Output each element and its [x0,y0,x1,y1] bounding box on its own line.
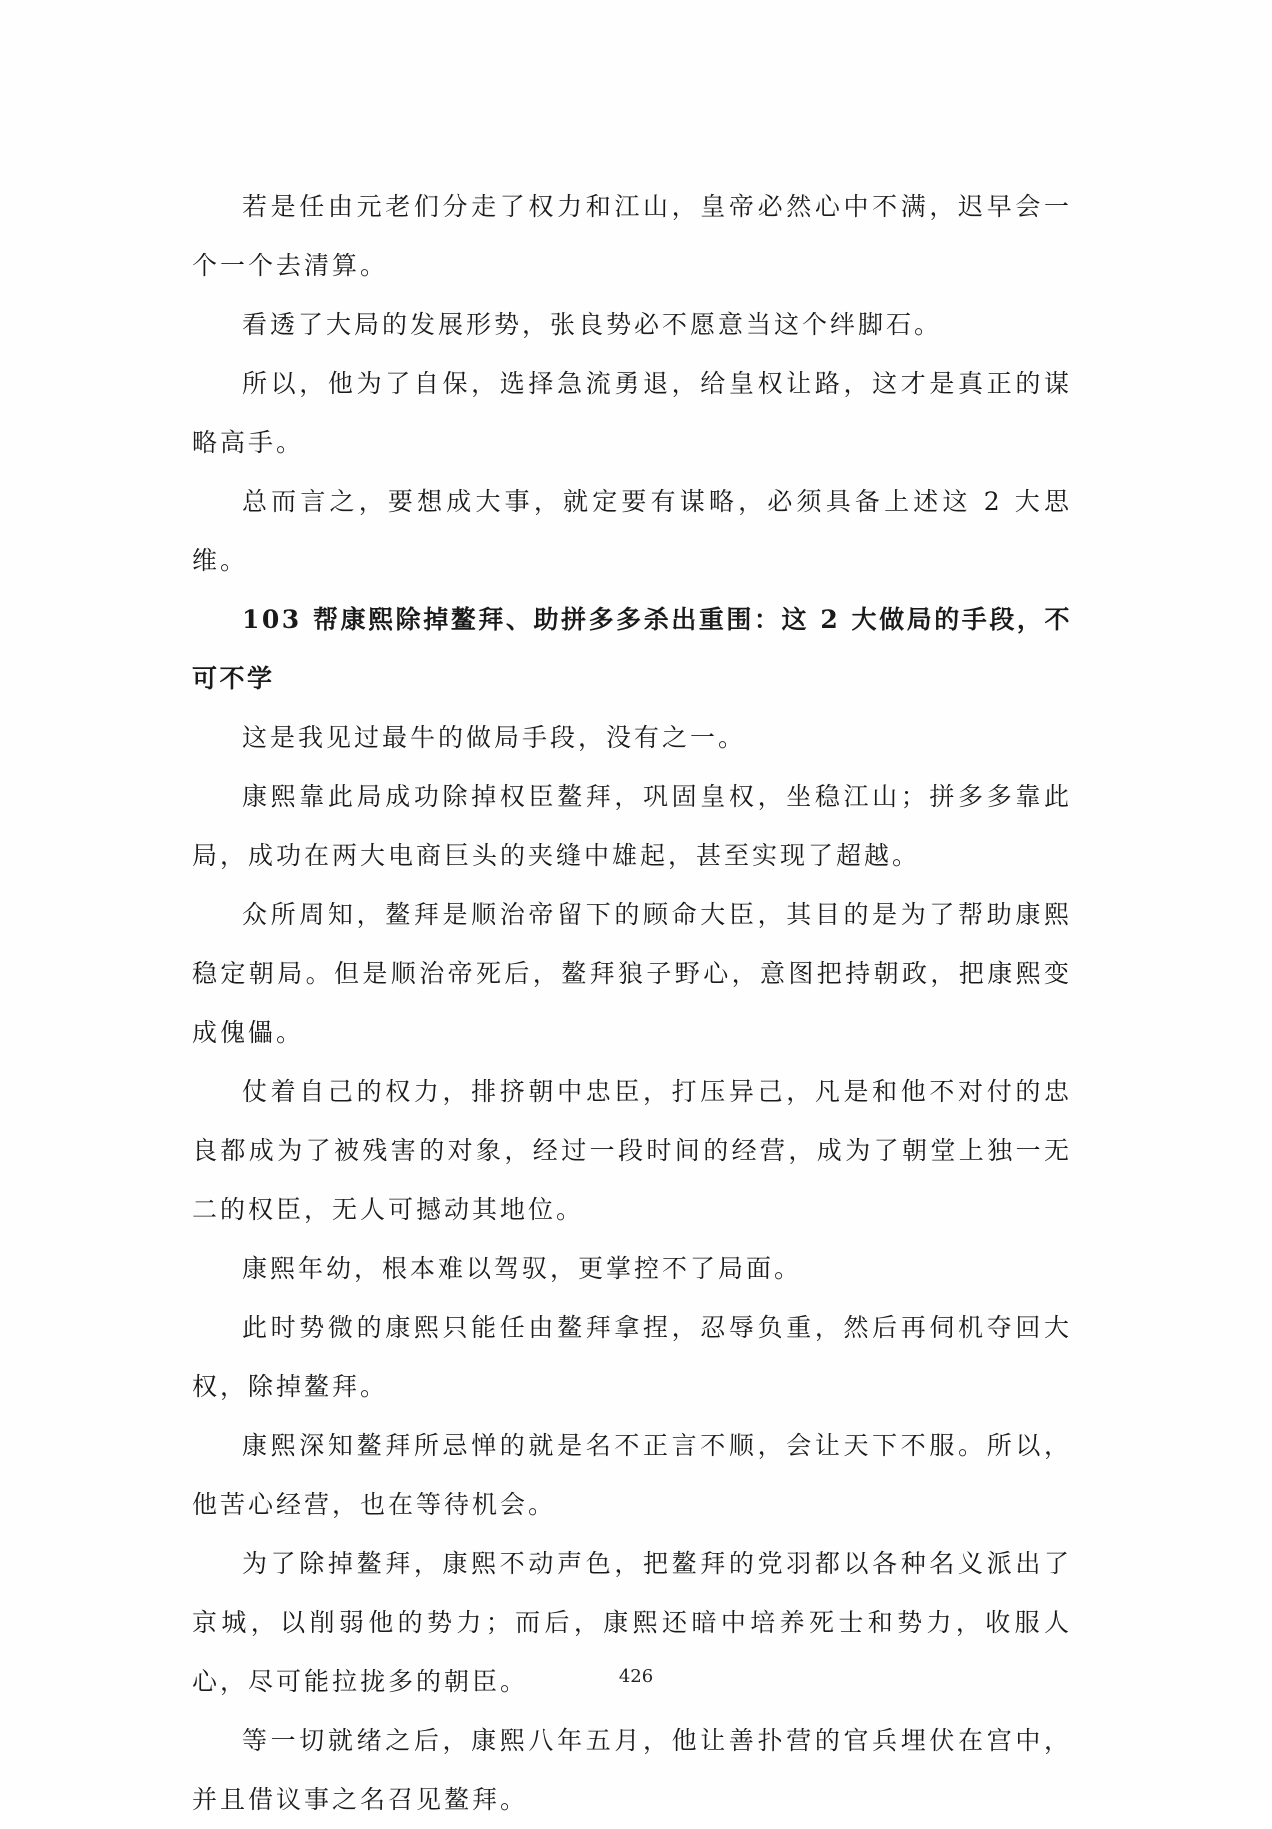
paragraph-4: 总而言之，要想成大事，就定要有谋略，必须具备上述这 2 大思维。 [192,487,1072,575]
paragraph-12: 为了除掉鳌拜，康熙不动声色，把鳌拜的党羽都以各种名义派出了京城，以削弱他的势力；而后，康熙还暗中培养死士和势力，收服人心，尽可能拉拢多的朝臣。 [192,1549,1072,1696]
paragraph-11: 康熙深知鳌拜所忌惮的就是名不正言不顺，会让天下不服。所以， 他苦心经营，也在等待机会。 [192,1431,1072,1519]
section-heading: 103 帮康熙除掉鳌拜、助拼多多杀出重围：这 2 大做局的手段，不可不学 [192,605,1072,693]
paragraph-5: 这是我见过最牛的做局手段，没有之一。 [242,723,747,752]
paragraph-7: 众所周知，鳌拜是顺治帝留下的顾命大臣，其目的是为了帮助康熙稳定朝局。但是顺治帝死后，鳌拜狼子野心，意图把持朝政，把康熙变成傀儡。 [192,900,1072,1047]
paragraph-8: 仗着自己的权力，排挤朝中忠臣，打压异己，凡是和他不对付的忠良都成为了被残害的对象，经过一段时间的经营，成为了朝堂上独一无二的权臣，无人可撼动其地位。 [192,1077,1072,1224]
paragraph-3: 所以，他为了自保，选择急流勇退，给皇权让路，这才是真正的谋略高手。 [192,369,1072,457]
paragraph-2: 看透了大局的发展形势，张良势必不愿意当这个绊脚石。 [242,310,943,339]
page-body [192,177,1072,1829]
paragraph-13: 等一切就绪之后，康熙八年五月，他让善扑营的官兵埋伏在宫中，并且借议事之名召见鳌拜。 [192,1726,1072,1814]
paragraph-1: 若是任由元老们分走了权力和江山，皇帝必然心中不满，迟早会一个一个去清算。 [192,192,1072,280]
page-number: 426 [618,1666,654,1687]
paragraph-10: 此时势微的康熙只能任由鳌拜拿捏，忍辱负重，然后再伺机夺回大权，除掉鳌拜。 [192,1313,1072,1401]
paragraph-6: 康熙靠此局成功除掉权臣鳌拜，巩固皇权，坐稳江山；拼多多靠此局，成功在两大电商巨头的夹缝中雄起，甚至实现了超越。 [192,782,1072,870]
paragraph-9: 康熙年幼，根本难以驾驭，更掌控不了局面。 [242,1254,803,1283]
